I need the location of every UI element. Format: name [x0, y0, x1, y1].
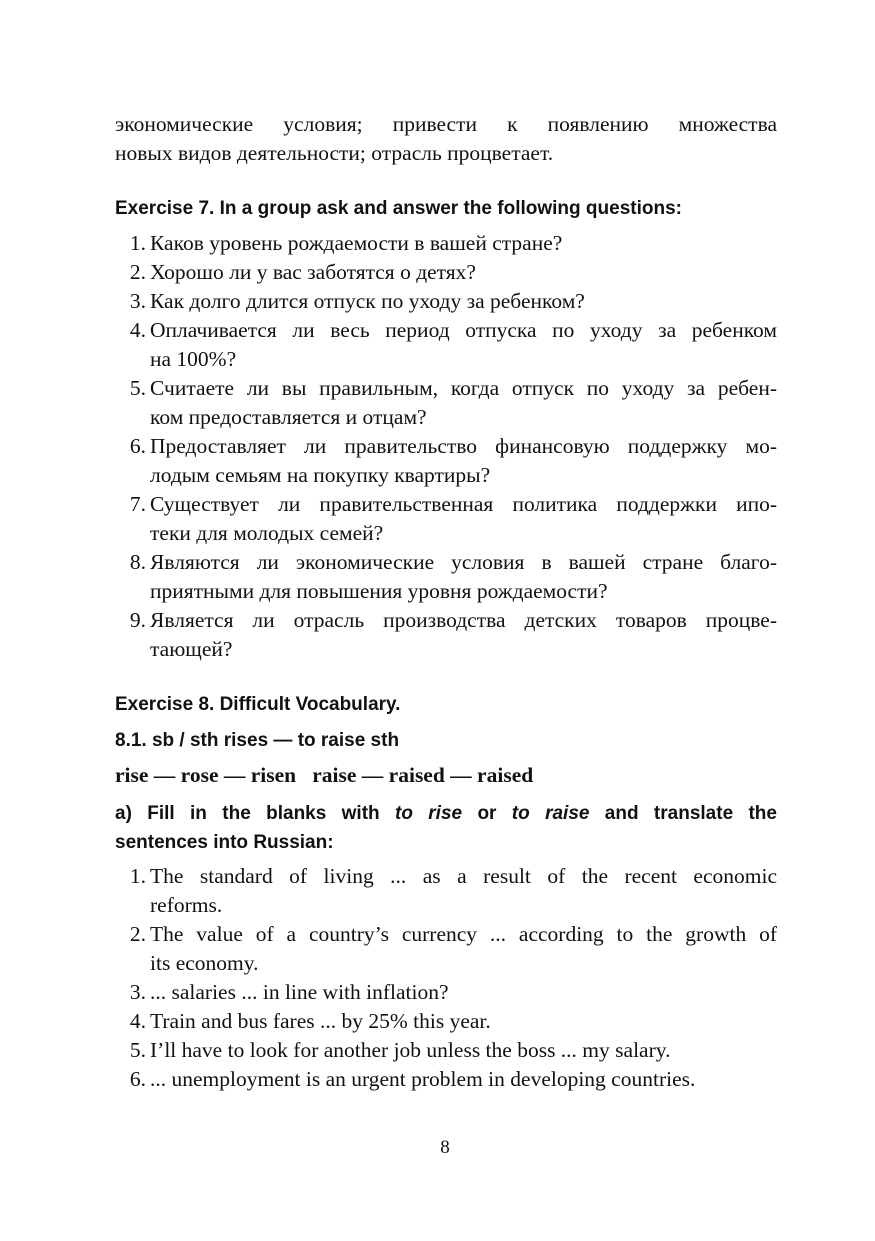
text-line: экономические условия; привести к появлению множества: [115, 112, 777, 136]
list-item: [115, 229, 777, 258]
item-text: [150, 978, 777, 1007]
list-item: [115, 287, 777, 316]
list-item: [115, 920, 777, 978]
text-line: I’ll have to look for another job unless the boss ... my salary.: [150, 1038, 671, 1062]
task-text: a) Fill in the blanks with: [115, 803, 395, 824]
list-item: [115, 862, 777, 920]
item-text: [150, 862, 777, 920]
item-number: 3.: [129, 980, 146, 1004]
item-number: 6.: [129, 434, 146, 458]
exercise8-list: [115, 862, 777, 1094]
task-instruction: [115, 799, 777, 857]
item-number: 6.: [129, 1067, 146, 1091]
list-item: [115, 606, 777, 664]
text-line: ... unemployment is an urgent problem in developing countries.: [150, 1067, 696, 1091]
list-item: [115, 374, 777, 432]
exercise8-subheading: 8.1. sb / sth rises — to raise sth: [115, 730, 400, 751]
text-line: лодым семьям на покупку квартиры?: [150, 463, 491, 487]
task-emphasis: to rise: [395, 803, 463, 824]
item-text: [150, 229, 777, 258]
item-text: [150, 258, 777, 287]
text-line: Является ли отрасль производства детских товаров процве-: [150, 608, 777, 632]
exercise8-heading: Exercise 8. Difficult Vocabulary.: [115, 694, 401, 715]
task-text: or: [462, 803, 512, 824]
text-line: The value of a country’s currency ... according to the growth of: [150, 922, 777, 946]
item-text: [150, 1036, 777, 1065]
page-number: 8: [440, 1137, 450, 1158]
item-text: [150, 287, 777, 316]
text-line: на 100%?: [150, 347, 237, 371]
item-number: 1.: [129, 864, 146, 888]
item-number: 4.: [129, 318, 146, 342]
text-line: ... salaries ... in line with inflation?: [150, 980, 449, 1004]
text-line: reforms.: [150, 893, 223, 917]
list-item: [115, 316, 777, 374]
page-content: [115, 110, 777, 1094]
item-text: [150, 490, 777, 548]
text-line: [115, 799, 777, 828]
item-text: [150, 606, 777, 664]
item-number: 5.: [129, 376, 146, 400]
text-line: Как долго длится отпуск по уходу за ребенком?: [150, 289, 585, 313]
text-line: Оплачивается ли весь период отпуска по уходу за ребенком: [150, 318, 777, 342]
item-number: 3.: [129, 289, 146, 313]
text-line: Каков уровень рождаемости в вашей стране?: [150, 231, 563, 255]
list-item: [115, 548, 777, 606]
text-line: ком предоставляется и отцам?: [150, 405, 427, 429]
item-number: 2.: [129, 260, 146, 284]
task-emphasis: to raise: [511, 803, 590, 824]
text-line: Считаете ли вы правильным, когда отпуск по уходу за ребен-: [150, 376, 777, 400]
list-item: [115, 1065, 777, 1094]
item-text: [150, 548, 777, 606]
list-item: [115, 490, 777, 548]
verb-forms: rise — rose — risen raise — raised — raised: [115, 763, 534, 787]
task-text: and translate the: [589, 803, 777, 824]
text-line: sentences into Russian:: [115, 832, 334, 853]
item-number: 9.: [129, 608, 146, 632]
text-line: Предоставляет ли правительство финансовую поддержку мо-: [150, 434, 777, 458]
item-number: 2.: [129, 922, 146, 946]
item-text: [150, 374, 777, 432]
item-number: 1.: [129, 231, 146, 255]
text-line: its economy.: [150, 951, 259, 975]
item-text: [150, 432, 777, 490]
exercise7-heading: Exercise 7. In a group ask and answer the following questions:: [115, 198, 682, 219]
text-line: Хорошо ли у вас заботятся о детях?: [150, 260, 476, 284]
item-number: 7.: [129, 492, 146, 516]
item-number: 4.: [129, 1009, 146, 1033]
list-item: [115, 978, 777, 1007]
item-text: [150, 1065, 777, 1094]
intro-paragraph: [115, 110, 777, 168]
exercise7-list: [115, 229, 777, 664]
text-line: приятными для повышения уровня рождаемости?: [150, 579, 608, 603]
item-number: 8.: [129, 550, 146, 574]
text-line: Существует ли правительственная политика поддержки ипо-: [150, 492, 777, 516]
text-line: тающей?: [150, 637, 233, 661]
item-text: [150, 316, 777, 374]
list-item: [115, 1007, 777, 1036]
text-line: The standard of living ... as a result of the recent economic: [150, 864, 777, 888]
list-item: [115, 432, 777, 490]
list-item: [115, 1036, 777, 1065]
text-line: Train and bus fares ... by 25% this year.: [150, 1009, 491, 1033]
item-text: [150, 920, 777, 978]
item-number: 5.: [129, 1038, 146, 1062]
list-item: [115, 258, 777, 287]
text-line: Являются ли экономические условия в вашей стране благо-: [150, 550, 777, 574]
text-line: теки для молодых семей?: [150, 521, 384, 545]
item-text: [150, 1007, 777, 1036]
text-line: новых видов деятельности; отрасль процветает.: [115, 141, 554, 165]
